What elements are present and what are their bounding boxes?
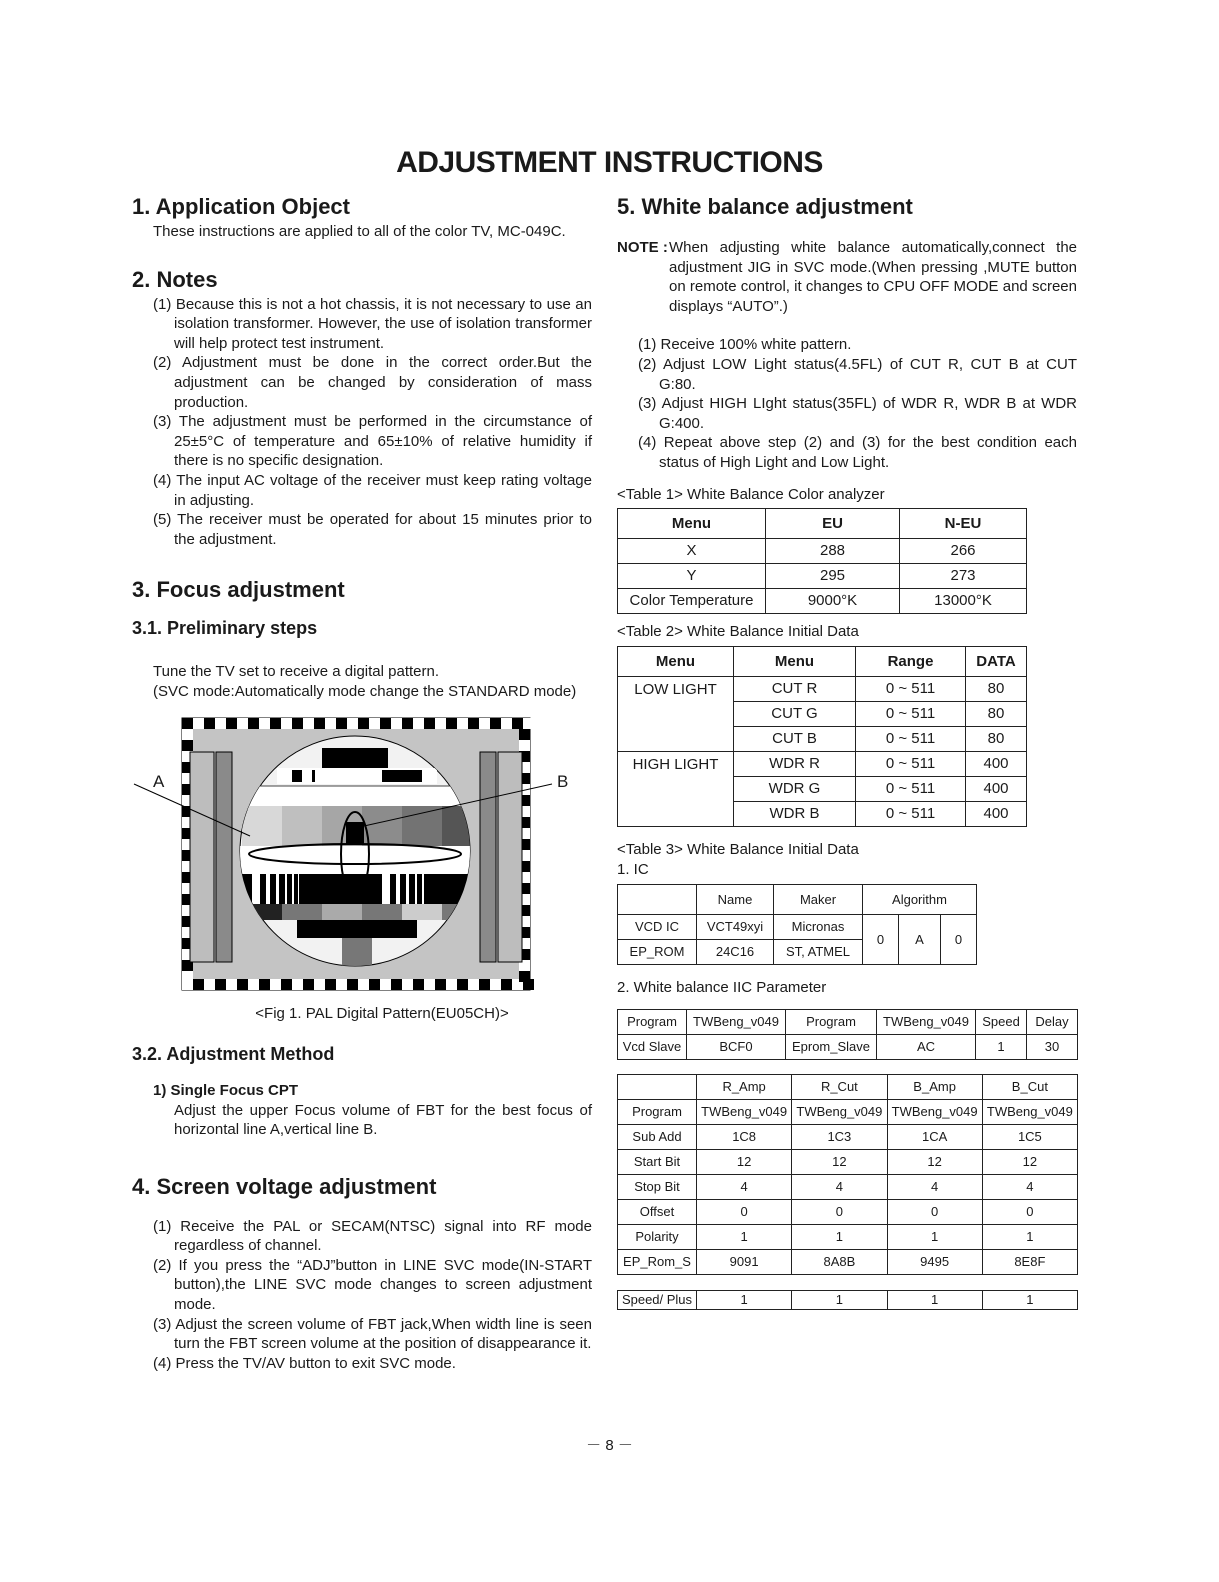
table-cell: CUT B	[734, 726, 856, 751]
table-cell: 4	[887, 1174, 982, 1199]
checker-square	[391, 718, 402, 729]
table-cell: 80	[966, 676, 1027, 701]
checker-square	[325, 979, 336, 990]
table-header: N-EU	[900, 508, 1027, 538]
checker-square	[519, 740, 530, 751]
figure-caption: <Fig 1. PAL Digital Pattern(EU05CH)>	[255, 1004, 509, 1022]
table-1-caption: <Table 1> White Balance Color analyzer	[617, 485, 885, 503]
checker-square	[270, 979, 281, 990]
table-cell: 12	[792, 1149, 887, 1174]
checker-square	[204, 979, 215, 990]
table-cell: 0 ~ 511	[856, 676, 966, 701]
table-cell	[618, 1074, 697, 1099]
table-cell: 400	[966, 751, 1027, 776]
checker-square	[347, 718, 358, 729]
table-cell: 1	[697, 1290, 792, 1309]
table-cell: 1	[887, 1224, 982, 1249]
table-cell: 1	[976, 1034, 1027, 1059]
table-row	[618, 563, 1027, 588]
table-row	[618, 1034, 1078, 1059]
checker-square	[369, 979, 380, 990]
table-cell: ST, ATMEL	[774, 939, 863, 964]
table-cell: EP_ROM	[618, 939, 697, 964]
table-cell: 0	[863, 914, 899, 964]
table-row	[618, 1174, 1078, 1199]
table-cell: Eprom_Slave	[786, 1034, 877, 1059]
table-header: DATA	[966, 646, 1027, 676]
note-item: (3) The adjustment must be performed in the circumstance of 25±5°C of temperature and 65±10% of relative humidity if there is no specific designation.	[153, 413, 592, 470]
table-cell: 13000°K	[900, 588, 1027, 613]
table-row	[618, 1124, 1078, 1149]
checker-square	[468, 979, 479, 990]
single-focus-heading: 1) Single Focus CPT	[153, 1081, 299, 1099]
table-cell: 1	[792, 1224, 887, 1249]
iic-parameter-table	[617, 1074, 1078, 1275]
table-cell: Sub Add	[618, 1124, 697, 1149]
checker-square	[182, 740, 193, 751]
table-cell: TWBeng_v049	[792, 1099, 887, 1124]
table-row	[618, 1149, 1078, 1174]
table-header: B_Amp	[887, 1074, 982, 1099]
table-cell: 0 ~ 511	[856, 776, 966, 801]
table-cell: CUT R	[734, 676, 856, 701]
table-cell: 8A8B	[792, 1249, 887, 1274]
note-item: (2) Adjustment must be done in the correct order.But the adjustment can be changed by consideration of mass production.	[153, 354, 592, 411]
checker-square	[490, 718, 501, 729]
table-cell: WDR B	[734, 801, 856, 826]
table-cell: Offset	[618, 1199, 697, 1224]
table-cell: Program	[786, 1009, 877, 1034]
table-header: Algorithm	[863, 884, 977, 914]
table-row	[618, 1099, 1078, 1124]
checker-square	[314, 979, 325, 990]
checker-square	[248, 979, 259, 990]
checker-square	[468, 718, 479, 729]
checker-square	[402, 718, 413, 729]
table-cell: WDR G	[734, 776, 856, 801]
checker-square	[259, 979, 270, 990]
table-cell: 4	[982, 1174, 1077, 1199]
section-1-heading: 1. Application Object	[132, 194, 350, 219]
table-header: Menu	[734, 646, 856, 676]
checker-square	[358, 979, 369, 990]
checker-square	[457, 718, 468, 729]
table-3-sub1: 1. IC	[617, 860, 649, 878]
note-item: (1) Because this is not a hot chassis, it is not necessary to use an isolation transformer. However, the use of isolation transformer will help protect test instrument.	[153, 295, 592, 352]
table-cell: 273	[900, 563, 1027, 588]
checker-square	[523, 718, 534, 729]
table-row	[618, 1009, 1078, 1034]
table-cell: 0 ~ 511	[856, 751, 966, 776]
table-cell: 0 ~ 511	[856, 801, 966, 826]
checker-square	[358, 718, 369, 729]
checker-square	[303, 979, 314, 990]
table-2-caption: <Table 2> White Balance Initial Data	[617, 622, 859, 640]
checker-square	[446, 979, 457, 990]
table-cell: VCD IC	[618, 914, 697, 939]
table-cell: Micronas	[774, 914, 863, 939]
checker-square	[193, 979, 204, 990]
checker-square	[281, 718, 292, 729]
checker-square	[226, 718, 237, 729]
white-balance-step: (4) Repeat above step (2) and (3) for the best condition each status of High Light and Low Light.	[638, 434, 1077, 471]
left-column	[132, 192, 592, 1373]
checker-square	[215, 979, 226, 990]
table-cell: 0	[941, 914, 977, 964]
table-cell: 80	[966, 701, 1027, 726]
white-balance-step: (2) Adjust LOW Light status(4.5FL) of CUT R, CUT B at CUT G:80.	[638, 355, 1077, 393]
note-label: NOTE :	[617, 239, 668, 256]
checker-square	[490, 979, 501, 990]
table-cell: WDR R	[734, 751, 856, 776]
table-cell: 0	[697, 1199, 792, 1224]
table-cell: 0	[792, 1199, 887, 1224]
table-row	[618, 588, 1027, 613]
table-cell: 266	[900, 538, 1027, 563]
checker-square	[182, 971, 193, 982]
table-header: EU	[766, 508, 900, 538]
checker-square	[402, 979, 413, 990]
table-cell: 9495	[887, 1249, 982, 1274]
table-cell: 12	[697, 1149, 792, 1174]
checker-square	[237, 718, 248, 729]
checker-square	[519, 971, 530, 982]
table-cell: 24C16	[697, 939, 774, 964]
table-cell: TWBeng_v049	[887, 1099, 982, 1124]
label-b: B	[557, 771, 569, 791]
group-cell: HIGH LIGHT	[618, 751, 734, 826]
table-cell: VCT49xyi	[697, 914, 774, 939]
table-cell: Program	[618, 1099, 697, 1124]
table-cell: 12	[982, 1149, 1077, 1174]
section-3-heading: 3. Focus adjustment	[132, 577, 345, 603]
test-pattern-figure	[132, 712, 592, 997]
table-cell: Speed/ Plus	[618, 1290, 697, 1309]
table-cell: TWBeng_v049	[877, 1009, 976, 1034]
table-cell: 1C5	[982, 1124, 1077, 1149]
table-cell: Speed	[976, 1009, 1027, 1034]
checker-square	[413, 718, 424, 729]
checker-square	[380, 718, 391, 729]
table-1	[617, 508, 1027, 614]
checker-square	[424, 979, 435, 990]
subsection-3-1-heading: 3.1. Preliminary steps	[132, 618, 318, 639]
checker-square	[226, 979, 237, 990]
table-2	[617, 646, 1027, 827]
table-row	[618, 1290, 1078, 1309]
checker-square	[281, 979, 292, 990]
checker-square	[512, 718, 523, 729]
checker-square	[435, 979, 446, 990]
table-cell: 0 ~ 511	[856, 701, 966, 726]
checker-square	[501, 718, 512, 729]
table-cell: AC	[877, 1034, 976, 1059]
checker-square	[479, 979, 490, 990]
table-3-caption: <Table 3> White Balance Initial Data	[617, 840, 859, 858]
ic-table	[617, 884, 977, 965]
table-cell: CUT G	[734, 701, 856, 726]
checker-square	[519, 729, 530, 740]
checker-square	[292, 979, 303, 990]
table-cell: Start Bit	[618, 1149, 697, 1174]
table-header: Menu	[618, 646, 734, 676]
page-number: － 8 －	[586, 1437, 633, 1454]
table-cell: BCF0	[687, 1034, 786, 1059]
checker-square	[424, 718, 435, 729]
preliminary-line-2: (SVC mode:Automatically mode change the STANDARD mode)	[153, 682, 577, 700]
table-cell: 80	[966, 726, 1027, 751]
note-item: (5) The receiver must be operated for about 15 minutes prior to the adjustment.	[153, 511, 592, 548]
table-cell: TWBeng_v049	[982, 1099, 1077, 1124]
note-block	[617, 238, 1077, 316]
table-cell: Color Temperature	[618, 588, 766, 613]
table-cell: TWBeng_v049	[697, 1099, 792, 1124]
section-4-heading: 4. Screen voltage adjustment	[132, 1173, 437, 1199]
iic-program-table	[617, 1009, 1078, 1060]
checker-square	[446, 718, 457, 729]
checker-square	[237, 979, 248, 990]
checker-square	[347, 979, 358, 990]
table-cell: 1	[792, 1290, 887, 1309]
table-cell: 1C8	[697, 1124, 792, 1149]
table-cell: 9000°K	[766, 588, 900, 613]
subsection-3-2-heading: 3.2. Adjustment Method	[132, 1043, 335, 1064]
table-cell: X	[618, 538, 766, 563]
table-cell: 1	[697, 1224, 792, 1249]
table-header: Range	[856, 646, 966, 676]
checker-square	[413, 979, 424, 990]
table-header: R_Cut	[792, 1074, 887, 1099]
checker-square	[336, 718, 347, 729]
screen-step: (1) Receive the PAL or SECAM(NTSC) signal into RF mode regardless of channel.	[153, 1217, 592, 1255]
right-column	[617, 192, 1077, 1310]
checker-square	[204, 718, 215, 729]
preliminary-line-1: Tune the TV set to receive a digital pattern.	[153, 663, 439, 681]
table-cell	[618, 884, 697, 914]
checker-square	[325, 718, 336, 729]
table-cell: Stop Bit	[618, 1174, 697, 1199]
table-cell: 1	[982, 1290, 1077, 1309]
table-cell: 0 ~ 511	[856, 726, 966, 751]
checker-square	[259, 718, 270, 729]
screen-step: (3) Adjust the screen volume of FBT jack,When width line is seen turn the FBT screen volume at the position of disappearance it.	[153, 1315, 592, 1353]
table-cell: 9091	[697, 1249, 792, 1274]
table-cell: 4	[792, 1174, 887, 1199]
table-3-sub2: 2. White balance IIC Parameter	[617, 978, 827, 996]
table-header: Name	[697, 884, 774, 914]
checker-square	[435, 718, 446, 729]
table-cell: 1	[982, 1224, 1077, 1249]
table-header: R_Amp	[697, 1074, 792, 1099]
table-cell: 1CA	[887, 1124, 982, 1149]
note-text: When adjusting white balance automatically,connect the adjustment JIG in SVC mode.(When pressing ,MUTE button on remote control, it changes to CPU OFF MODE and screen displays “AUTO”.)	[669, 239, 1077, 315]
table-cell: 400	[966, 776, 1027, 801]
white-balance-step: (1) Receive 100% white pattern.	[638, 336, 852, 354]
table-cell: Polarity	[618, 1224, 697, 1249]
table-row	[618, 1199, 1078, 1224]
screen-step: (4) Press the TV/AV button to exit SVC mode.	[153, 1354, 456, 1372]
table-header: Menu	[618, 508, 766, 538]
table-header: B_Cut	[982, 1074, 1077, 1099]
checker-square	[501, 979, 512, 990]
checker-square	[380, 979, 391, 990]
checker-square	[369, 718, 380, 729]
speed-plus-table	[617, 1290, 1078, 1310]
section-5-heading: 5. White balance adjustment	[617, 194, 913, 219]
table-row	[618, 676, 1027, 701]
checker-square	[292, 718, 303, 729]
checker-square	[314, 718, 325, 729]
note-item: (4) The input AC voltage of the receiver must keep rating voltage in adjusting.	[153, 471, 592, 509]
checker-square	[182, 718, 193, 729]
checker-square	[391, 979, 402, 990]
checker-square	[248, 718, 259, 729]
single-focus-text: Adjust the upper Focus volume of FBT for the best focus of horizontal line A,vertical line B.	[174, 1101, 592, 1139]
group-cell: LOW LIGHT	[618, 676, 734, 751]
table-cell: 0	[887, 1199, 982, 1224]
checker-square	[182, 729, 193, 740]
table-row	[618, 1249, 1078, 1274]
checker-square	[215, 718, 226, 729]
checker-square	[336, 979, 347, 990]
table-row	[618, 914, 977, 939]
table-cell: 1C3	[792, 1124, 887, 1149]
table-row	[618, 1224, 1078, 1249]
table-cell: 4	[697, 1174, 792, 1199]
table-row	[618, 1074, 1078, 1099]
table-cell: 295	[766, 563, 900, 588]
table-cell: 1	[887, 1290, 982, 1309]
table-cell: 400	[966, 801, 1027, 826]
table-cell: Delay	[1027, 1009, 1078, 1034]
table-cell: 12	[887, 1149, 982, 1174]
label-a: A	[153, 771, 165, 791]
table-cell: TWBeng_v049	[687, 1009, 786, 1034]
checker-square	[479, 718, 490, 729]
screen-step: (2) If you press the “ADJ”button in LINE SVC mode(IN-START button),the LINE SVC mode changes to screen adjustment mode.	[153, 1256, 592, 1314]
table-cell: EP_Rom_S	[618, 1249, 697, 1274]
table-cell: Program	[618, 1009, 687, 1034]
table-row	[618, 538, 1027, 563]
checker-square	[303, 718, 314, 729]
table-cell: 288	[766, 538, 900, 563]
table-cell: Y	[618, 563, 766, 588]
table-cell: Vcd Slave	[618, 1034, 687, 1059]
table-cell: 30	[1027, 1034, 1078, 1059]
page-title: ADJUSTMENT INSTRUCTIONS	[396, 146, 823, 179]
section-1-text: These instructions are applied to all of the color TV, MC-049C.	[153, 223, 566, 240]
section-2-heading: 2. Notes	[132, 266, 218, 292]
table-row	[618, 751, 1027, 776]
table-header: Maker	[774, 884, 863, 914]
checker-square	[270, 718, 281, 729]
table-cell: 0	[982, 1199, 1077, 1224]
table-cell: A	[898, 914, 940, 964]
checker-square	[193, 718, 204, 729]
checker-square	[457, 979, 468, 990]
white-balance-step: (3) Adjust HIGH LIght status(35FL) of WDR R, WDR B at WDR G:400.	[638, 395, 1077, 432]
pal-digital-pattern-image	[132, 712, 592, 997]
table-cell: 8E8F	[982, 1249, 1077, 1274]
